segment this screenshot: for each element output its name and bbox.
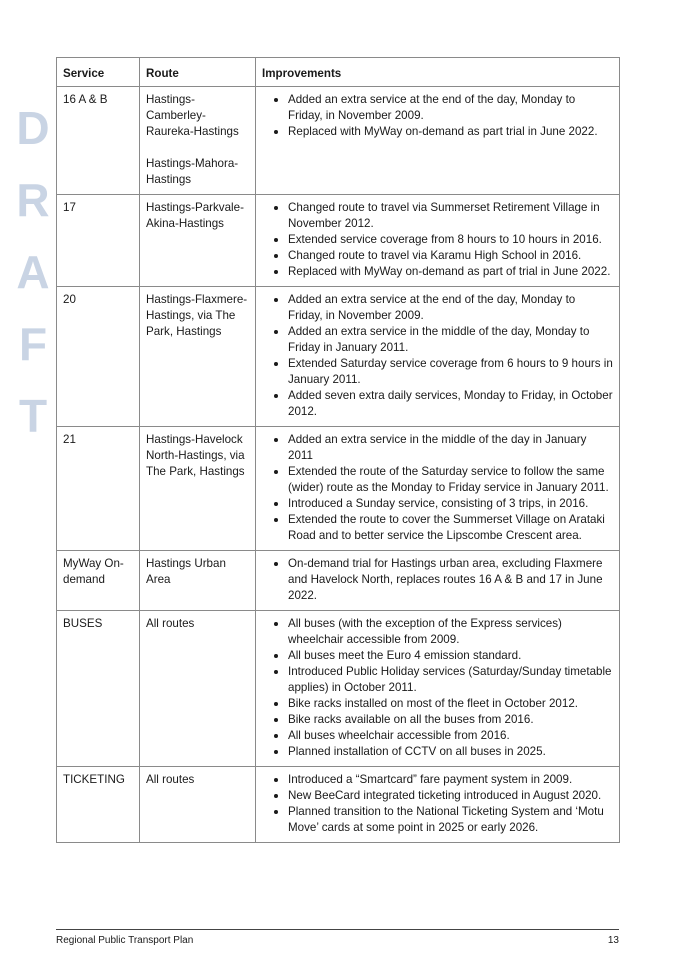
improvement-item: Extended the route of the Saturday service to follow the same (wider) route as the Monday to Friday service in January 2011. (288, 464, 613, 496)
table-row (57, 287, 620, 427)
improvement-item: Planned installation of CCTV on all buses in 2025. (288, 744, 613, 760)
route-line: North-Hastings, via (146, 449, 245, 462)
table-row (57, 767, 620, 843)
route-line: The Park, Hastings (146, 465, 245, 478)
route-line: Area (146, 573, 171, 586)
improvement-item: Planned transition to the National Ticketing System and ‘Motu Move’ cards at some point in 2025 or early 2026. (288, 804, 613, 836)
improvement-item: Added an extra service in the middle of the day in January 2011 (288, 432, 613, 464)
improvements-list (262, 616, 613, 760)
services-table (56, 57, 620, 843)
service-cell: 17 (57, 195, 140, 287)
route-line: Hastings-Havelock (146, 433, 243, 446)
improvement-item: Extended Saturday service coverage from 6 hours to 9 hours in January 2011. (288, 357, 613, 386)
watermark-letter: R (16, 174, 50, 226)
improvements-list (262, 92, 613, 140)
improvements-list (262, 200, 613, 280)
table-header-row (57, 58, 620, 87)
route-line: Hastings- (146, 93, 195, 106)
improvement-item: Bike racks available on all the buses from 2016. (288, 712, 613, 728)
route-cell (140, 87, 256, 195)
route-cell (140, 611, 256, 767)
route-line: Hastings-Flaxmere- (146, 293, 248, 306)
improvement-item: All buses meet the Euro 4 emission standard. (288, 648, 613, 664)
improvements-cell (256, 551, 620, 611)
table-row (57, 611, 620, 767)
service-cell: 16 A & B (57, 87, 140, 195)
improvements-list (262, 432, 613, 544)
improvements-cell (256, 611, 620, 767)
improvement-item: New BeeCard integrated ticketing introduced in August 2020. (288, 788, 613, 804)
table-row (57, 87, 620, 195)
route-cell (140, 767, 256, 843)
table-row (57, 551, 620, 611)
improvement-item: Added an extra service at the end of the day, Monday to Friday, in November 2009. (288, 292, 613, 324)
improvement-item: Added an extra service at the end of the day, Monday to Friday, in November 2009. (288, 92, 613, 124)
service-cell: BUSES (57, 611, 140, 767)
route-line: Park, Hastings (146, 325, 222, 338)
improvement-item: Extended service coverage from 8 hours to 10 hours in 2016. (288, 232, 613, 248)
route-line: Hastings (146, 173, 192, 186)
route-line: Raureka-Hastings (146, 125, 239, 138)
route-cell (140, 427, 256, 551)
improvement-item: Changed route to travel via Summerset Retirement Village in November 2012. (288, 200, 613, 232)
route-line: Hastings-Mahora- (146, 157, 239, 170)
watermark-letter: F (18, 318, 48, 370)
service-cell: TICKETING (57, 767, 140, 843)
service-cell: 20 (57, 287, 140, 427)
header-route: Route (140, 58, 256, 87)
improvements-list (262, 292, 613, 420)
improvement-item: Added seven extra daily services, Monday to Friday, in October 2012. (288, 389, 613, 418)
improvement-item: All buses wheelchair accessible from 2016. (288, 728, 613, 744)
route-line: Camberley- (146, 109, 206, 122)
route-line: Hastings, via The (146, 309, 236, 322)
improvements-cell (256, 195, 620, 287)
improvement-item: On-demand trial for Hastings urban area, excluding Flaxmere and Havelock North, replaces routes 16 A & B and 17 in June 2022. (288, 556, 613, 604)
route-line: Hastings Urban (146, 557, 226, 570)
improvement-item: Bike racks installed on most of the fleet in October 2012. (288, 696, 613, 712)
page-number: 13 (607, 935, 619, 946)
header-service: Service (57, 58, 140, 87)
improvement-item: Added an extra service in the middle of the day, Monday to Friday in January 2011. (288, 324, 613, 356)
table-row (57, 427, 620, 551)
route-line: Akina-Hastings (146, 217, 224, 230)
improvements-cell (256, 427, 620, 551)
watermark-letter: T (18, 390, 48, 442)
improvement-item: Extended the route to cover the Summerset Village on Arataki Road and to better service the Lipscombe Crescent area. (288, 512, 613, 544)
route-cell (140, 195, 256, 287)
service-cell: MyWay On-demand (57, 551, 140, 611)
footer-title: Regional Public Transport Plan (56, 935, 194, 946)
improvement-item: Changed route to travel via Karamu High School in 2016. (288, 248, 613, 264)
header-improvements: Improvements (256, 58, 620, 87)
footer-rule (56, 929, 619, 930)
improvements-list (262, 772, 613, 836)
route-cell (140, 287, 256, 427)
improvement-item: Introduced a “Smartcard” fare payment system in 2009. (288, 772, 613, 788)
improvement-item: Introduced a Sunday service, consisting of 3 trips, in 2016. (288, 496, 613, 512)
improvement-item: Replaced with MyWay on-demand as part trial in June 2022. (288, 124, 613, 140)
improvement-item: Introduced Public Holiday services (Saturday/Sunday timetable applies) in October 2011. (288, 665, 612, 694)
route-line (146, 140, 249, 156)
improvements-cell (256, 287, 620, 427)
table-body (57, 87, 620, 843)
improvements-cell (256, 87, 620, 195)
route-line: Hastings-Parkvale- (146, 201, 244, 214)
improvement-item: All buses (with the exception of the Express services) wheelchair accessible from 2009. (288, 616, 613, 648)
route-cell (140, 551, 256, 611)
draft-watermark (12, 92, 54, 452)
route-line: All routes (146, 773, 195, 786)
improvements-list (262, 556, 613, 604)
watermark-letter: D (16, 102, 50, 154)
watermark-letter: A (16, 246, 50, 298)
service-cell: 21 (57, 427, 140, 551)
improvements-cell (256, 767, 620, 843)
improvement-item: Replaced with MyWay on-demand as part of trial in June 2022. (288, 264, 613, 280)
route-line: All routes (146, 617, 195, 630)
table-row (57, 195, 620, 287)
